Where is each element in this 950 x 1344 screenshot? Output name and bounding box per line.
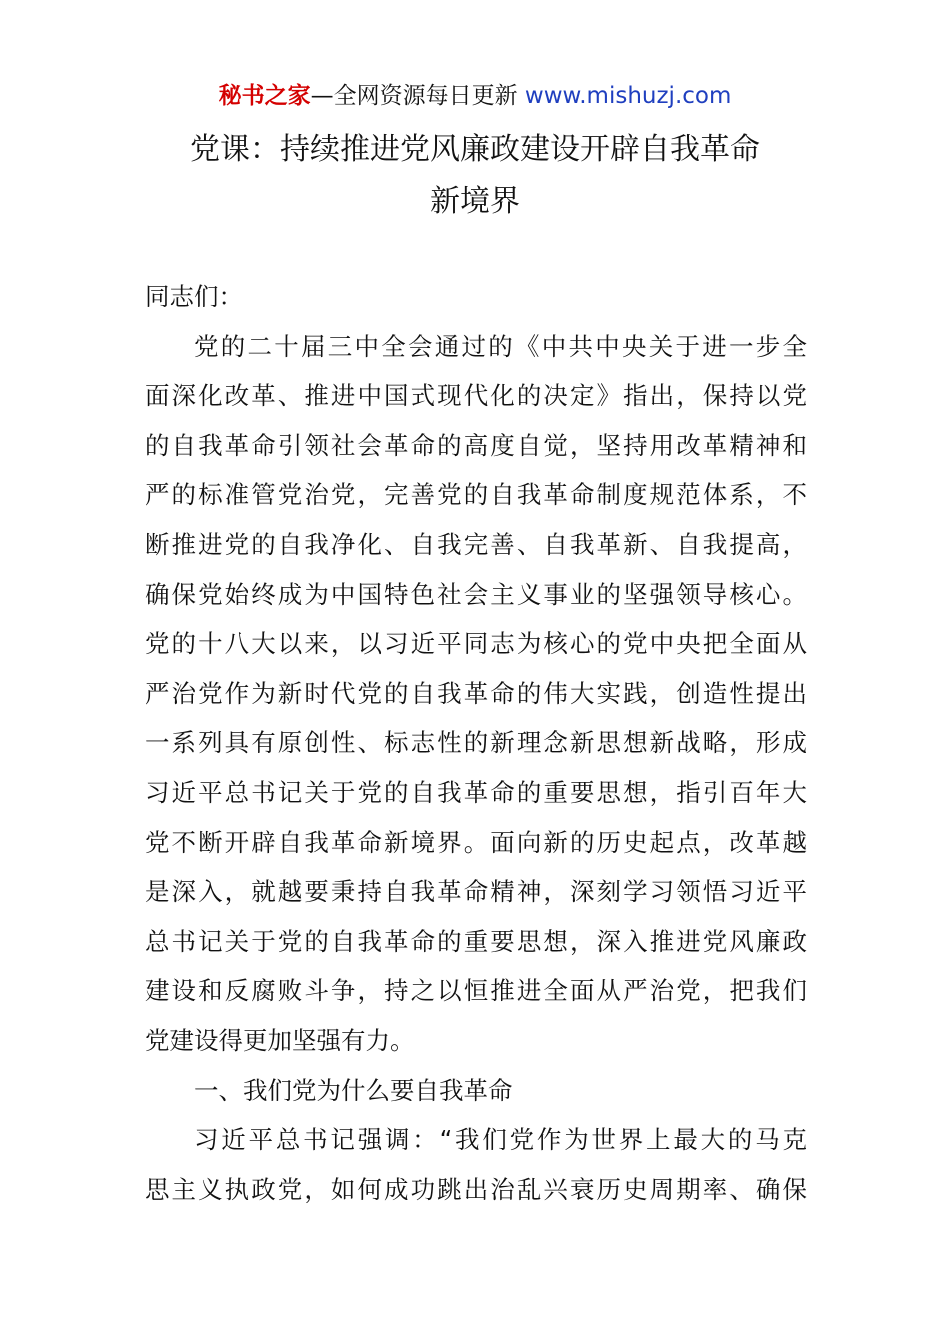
paragraph-line: 建设和反腐败斗争，持之以恒推进全面从严治党，把我们 xyxy=(145,976,807,1006)
paragraph-line: 是深入，就越要秉持自我革命精神，深刻学习领悟习近平 xyxy=(145,877,807,907)
paragraph-line: 习近平总书记关于党的自我革命的重要思想，指引百年大 xyxy=(145,777,807,807)
paragraph-line: 习近平总书记强调：“我们党作为世界上最大的马克 xyxy=(194,1125,807,1155)
paragraph-line: 的自我革命引领社会革命的高度自觉，坚持用改革精神和 xyxy=(145,430,807,460)
header-tagline: —全网资源每日更新 xyxy=(310,83,518,109)
paragraph-line: 总书记关于党的自我革命的重要思想，深入推进党风廉政 xyxy=(145,926,807,956)
paragraph-line: 断推进党的自我净化、自我完善、自我革新、自我提高， xyxy=(145,529,807,559)
paragraph-line: 党的二十届三中全会通过的《中共中央关于进一步全 xyxy=(194,331,807,361)
paragraph-line: 思主义执政党，如何成功跳出治乱兴衰历史周期率、确保 xyxy=(145,1174,807,1204)
title-line-1: 党课：持续推进党风廉政建设开辟自我革命 xyxy=(190,132,760,167)
paragraph-line: 党的十八大以来，以习近平同志为核心的党中央把全面从 xyxy=(145,629,807,659)
paragraph-line: 党建设得更加坚强有力。 xyxy=(145,1025,415,1055)
paragraph-line: 面深化改革、推进中国式现代化的决定》指出，保持以党 xyxy=(145,381,807,411)
paragraph-line: 党不断开辟自我革命新境界。面向新的历史起点，改革越 xyxy=(145,827,807,857)
title-line-2: 新境界 xyxy=(430,184,520,219)
section-heading: 一、我们党为什么要自我革命 xyxy=(194,1075,513,1105)
brand-name: 秘书之家 xyxy=(218,83,311,109)
paragraph-line: 严的标准管党治党，完善党的自我革命制度规范体系，不 xyxy=(145,480,807,510)
document-title xyxy=(120,124,830,228)
salutation: 同志们： xyxy=(145,282,243,311)
paragraph-line: 一系列具有原创性、标志性的新理念新思想新战略，形成 xyxy=(145,728,807,758)
paragraph-line: 确保党始终成为中国特色社会主义事业的坚强领导核心。 xyxy=(145,579,807,609)
site-header xyxy=(0,78,950,114)
site-url-link[interactable]: www.mishuzj.com xyxy=(524,83,732,109)
paragraph-line: 严治党作为新时代党的自我革命的伟大实践，创造性提出 xyxy=(145,678,807,708)
document-body xyxy=(145,272,807,1214)
